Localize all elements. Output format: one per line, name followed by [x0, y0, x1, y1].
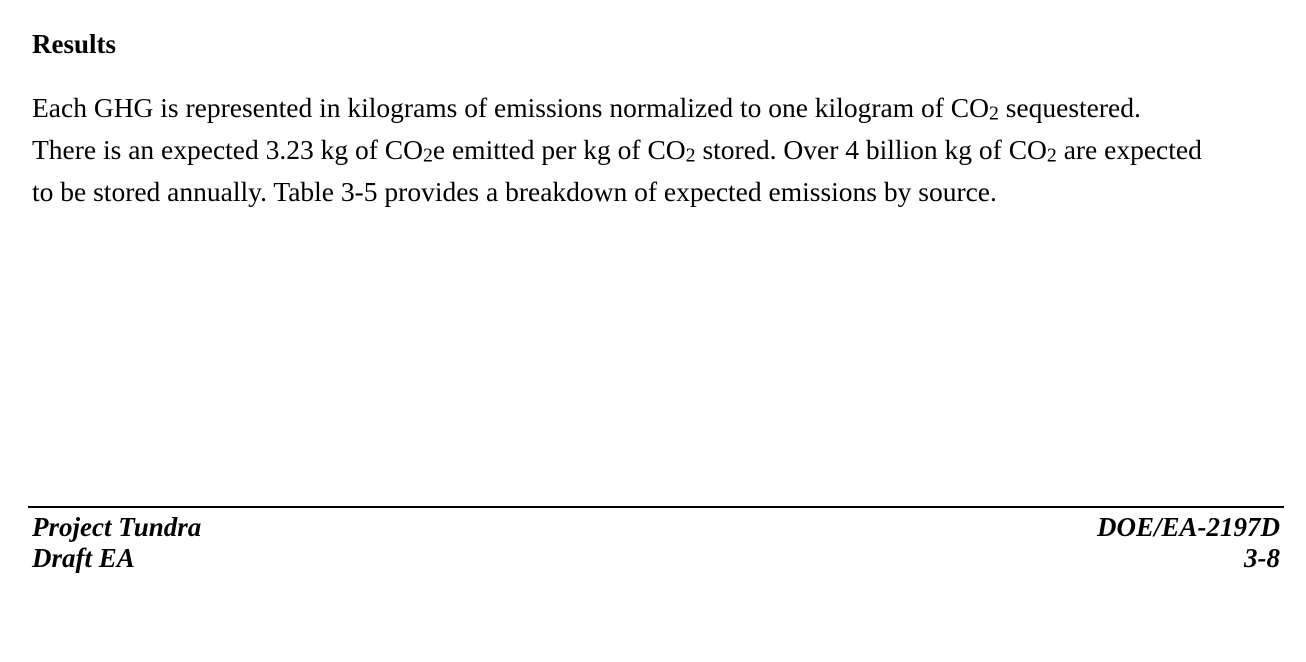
subscript: 2: [685, 144, 696, 167]
text-segment: sequestered.: [998, 92, 1141, 123]
paragraph-line-2: [32, 129, 1282, 171]
text-segment: Each GHG is represented in kilograms of emissions normalized to one kilogram of CO: [32, 92, 989, 123]
footer-doc-type: Draft EA: [32, 543, 135, 573]
paragraph-line-1: [32, 87, 1282, 129]
text-segment: e emitted per kg of CO: [432, 134, 686, 165]
subscript: 2: [988, 102, 999, 125]
footer-right-block: [1097, 512, 1280, 574]
footer-doc-number: DOE/EA-2197D: [1096, 512, 1280, 542]
subscript: 2: [1046, 144, 1057, 167]
text-segment: stored. Over 4 billion kg of CO: [695, 134, 1047, 165]
text-segment: There is an expected 3.23 kg of CO: [32, 134, 423, 165]
paragraph-line-3: to be stored annually. Table 3-5 provides a breakdown of expected emissions by source.: [32, 176, 997, 207]
results-paragraph: [32, 87, 1282, 213]
section-heading: Results: [32, 29, 117, 59]
footer-page-number: 3-8: [1244, 543, 1280, 573]
subscript: 2: [423, 144, 433, 167]
footer-left-block: [32, 512, 201, 574]
footer-divider: [28, 506, 1284, 508]
footer-project-name: Project Tundra: [32, 512, 202, 542]
text-segment: are expected: [1056, 134, 1202, 165]
